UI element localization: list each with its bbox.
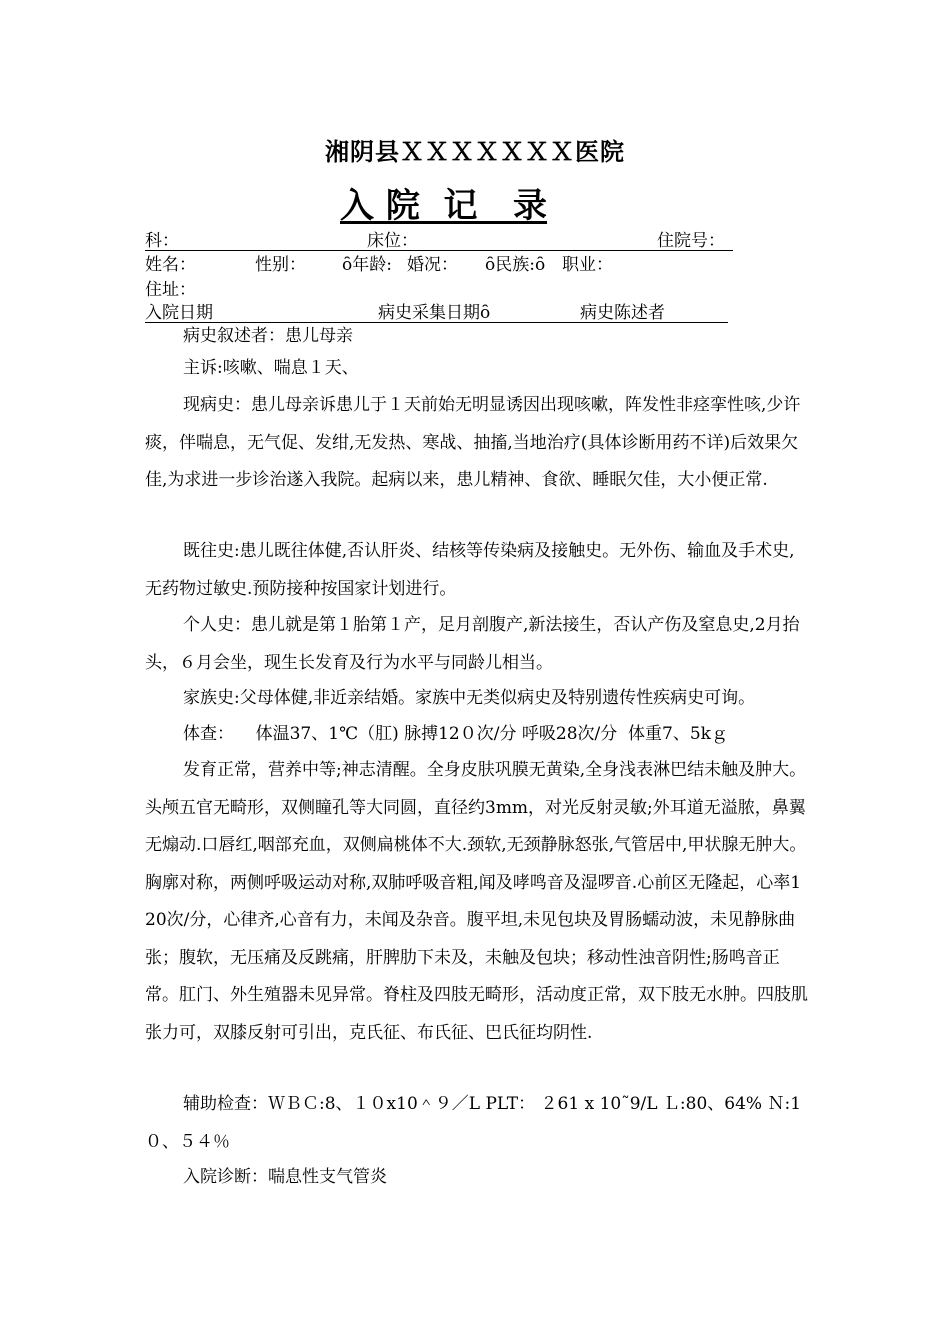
- record-title: 入 院 记 录: [340, 186, 548, 226]
- bed-label: 床位：: [367, 231, 418, 251]
- present-illness: 现病史：患儿母亲诉患儿于１天前始无明显诱因出现咳嗽，阵发性非痉挛性咳,少许痰，伴喘息，无气促、发绀,无发热、寒战、抽搐,当地治疗(具体诊断用药不详)后效果欠佳,为求进一步诊治遂入我院。起病以来，患儿精神、食欲、睡眠欠佳，大小便正常.: [145, 395, 801, 490]
- family-history: 家族史:父母体健,非近亲结婚。家族中无类似病史及特别遗传性疾病史可询。: [183, 688, 756, 708]
- history-narrator-label: 病史陈述者: [580, 303, 665, 323]
- dept-label: 科：: [145, 231, 179, 251]
- patient-info-row: [145, 250, 735, 274]
- chief-complaint: 主诉:咳嗽、喘息１天、: [183, 358, 359, 378]
- vitals: 体查： 体温37、1℃（肛) 脉搏12０次/分 呼吸28次/分 体重7、5kｇ: [183, 724, 728, 744]
- past-history: 既往史:患儿既往体健,否认肝炎、结核等传染病及接触史。无外伤、输血及手术史,无药物过敏史.预防接种按国家计划进行。: [145, 541, 795, 599]
- physical-exam: 发育正常，营养中等;神志清醒。全身皮肤巩膜无黄染,全身浅表淋巴结未触及肿大。头颅五官无畸形，双侧瞳孔等大同圆，直径约3mm，对光反射灵敏;外耳道无溢脓，鼻翼无煽动.口唇红,咽部充血，双侧扁桃体不大.颈软,无颈静脉怒张,气管居中,甲状腺无肿大。胸廓对称，两侧呼吸运动对称,双肺呼吸音粗,闻及哮鸣音及湿啰音.心前区无隆起，心率120次/分，心律齐,心音有力，未闻及杂音。腹平坦,未见包块及胃肠蠕动波，未见静脉曲张；腹软，无压痛及反跳痛，肝脾肋下未及，未触及包块；移动性浊音阴性;肠鸣音正常。肛门、外生殖器未见异常。脊柱及四肢无畸形，活动度正常，双下肢无水肿。四肢肌张力可，双膝反射可引出，克氏征、布氏征、巴氏征均阴性.: [145, 760, 808, 1043]
- admit-date-label: 入院日期: [145, 303, 213, 323]
- admit-diagnosis: 入院诊断：喘息性支气管炎: [183, 1167, 387, 1187]
- narrator: 病史叙述者：患儿母亲: [183, 326, 353, 346]
- occupation-label: 职业：: [562, 255, 613, 275]
- age-label: ȏ年龄:: [342, 255, 392, 275]
- admission-no-label: 住院号：: [657, 231, 725, 251]
- ethnic-label: ȏ民族:ȏ: [485, 255, 546, 275]
- hospital-name: 湘阴县ＸＸＸＸＸＸＸ医院: [325, 137, 625, 166]
- history-date-label: 病史采集日期ȏ: [378, 303, 491, 323]
- sex-label: 性别：: [255, 255, 306, 275]
- dept-bed-row: [145, 226, 733, 251]
- address-label: 住址：: [145, 280, 196, 300]
- name-label: 姓名：: [145, 255, 196, 275]
- address-row: [145, 275, 735, 299]
- aux-exam: 辅助检查：ＷＢＣ:8、１０x10＾９／L PLT： ２61 x 10˜9/L Ｌ:80、64% Ｎ:1０、５４％: [145, 1094, 802, 1152]
- marital-label: 婚况：: [407, 255, 458, 275]
- personal-history: 个人史：患儿就是第１胎第１产，足月剖腹产,新法接生，否认产伤及窒息史,2月抬头，６月会坐，现生长发育及行为水平与同龄儿相当。: [145, 615, 800, 673]
